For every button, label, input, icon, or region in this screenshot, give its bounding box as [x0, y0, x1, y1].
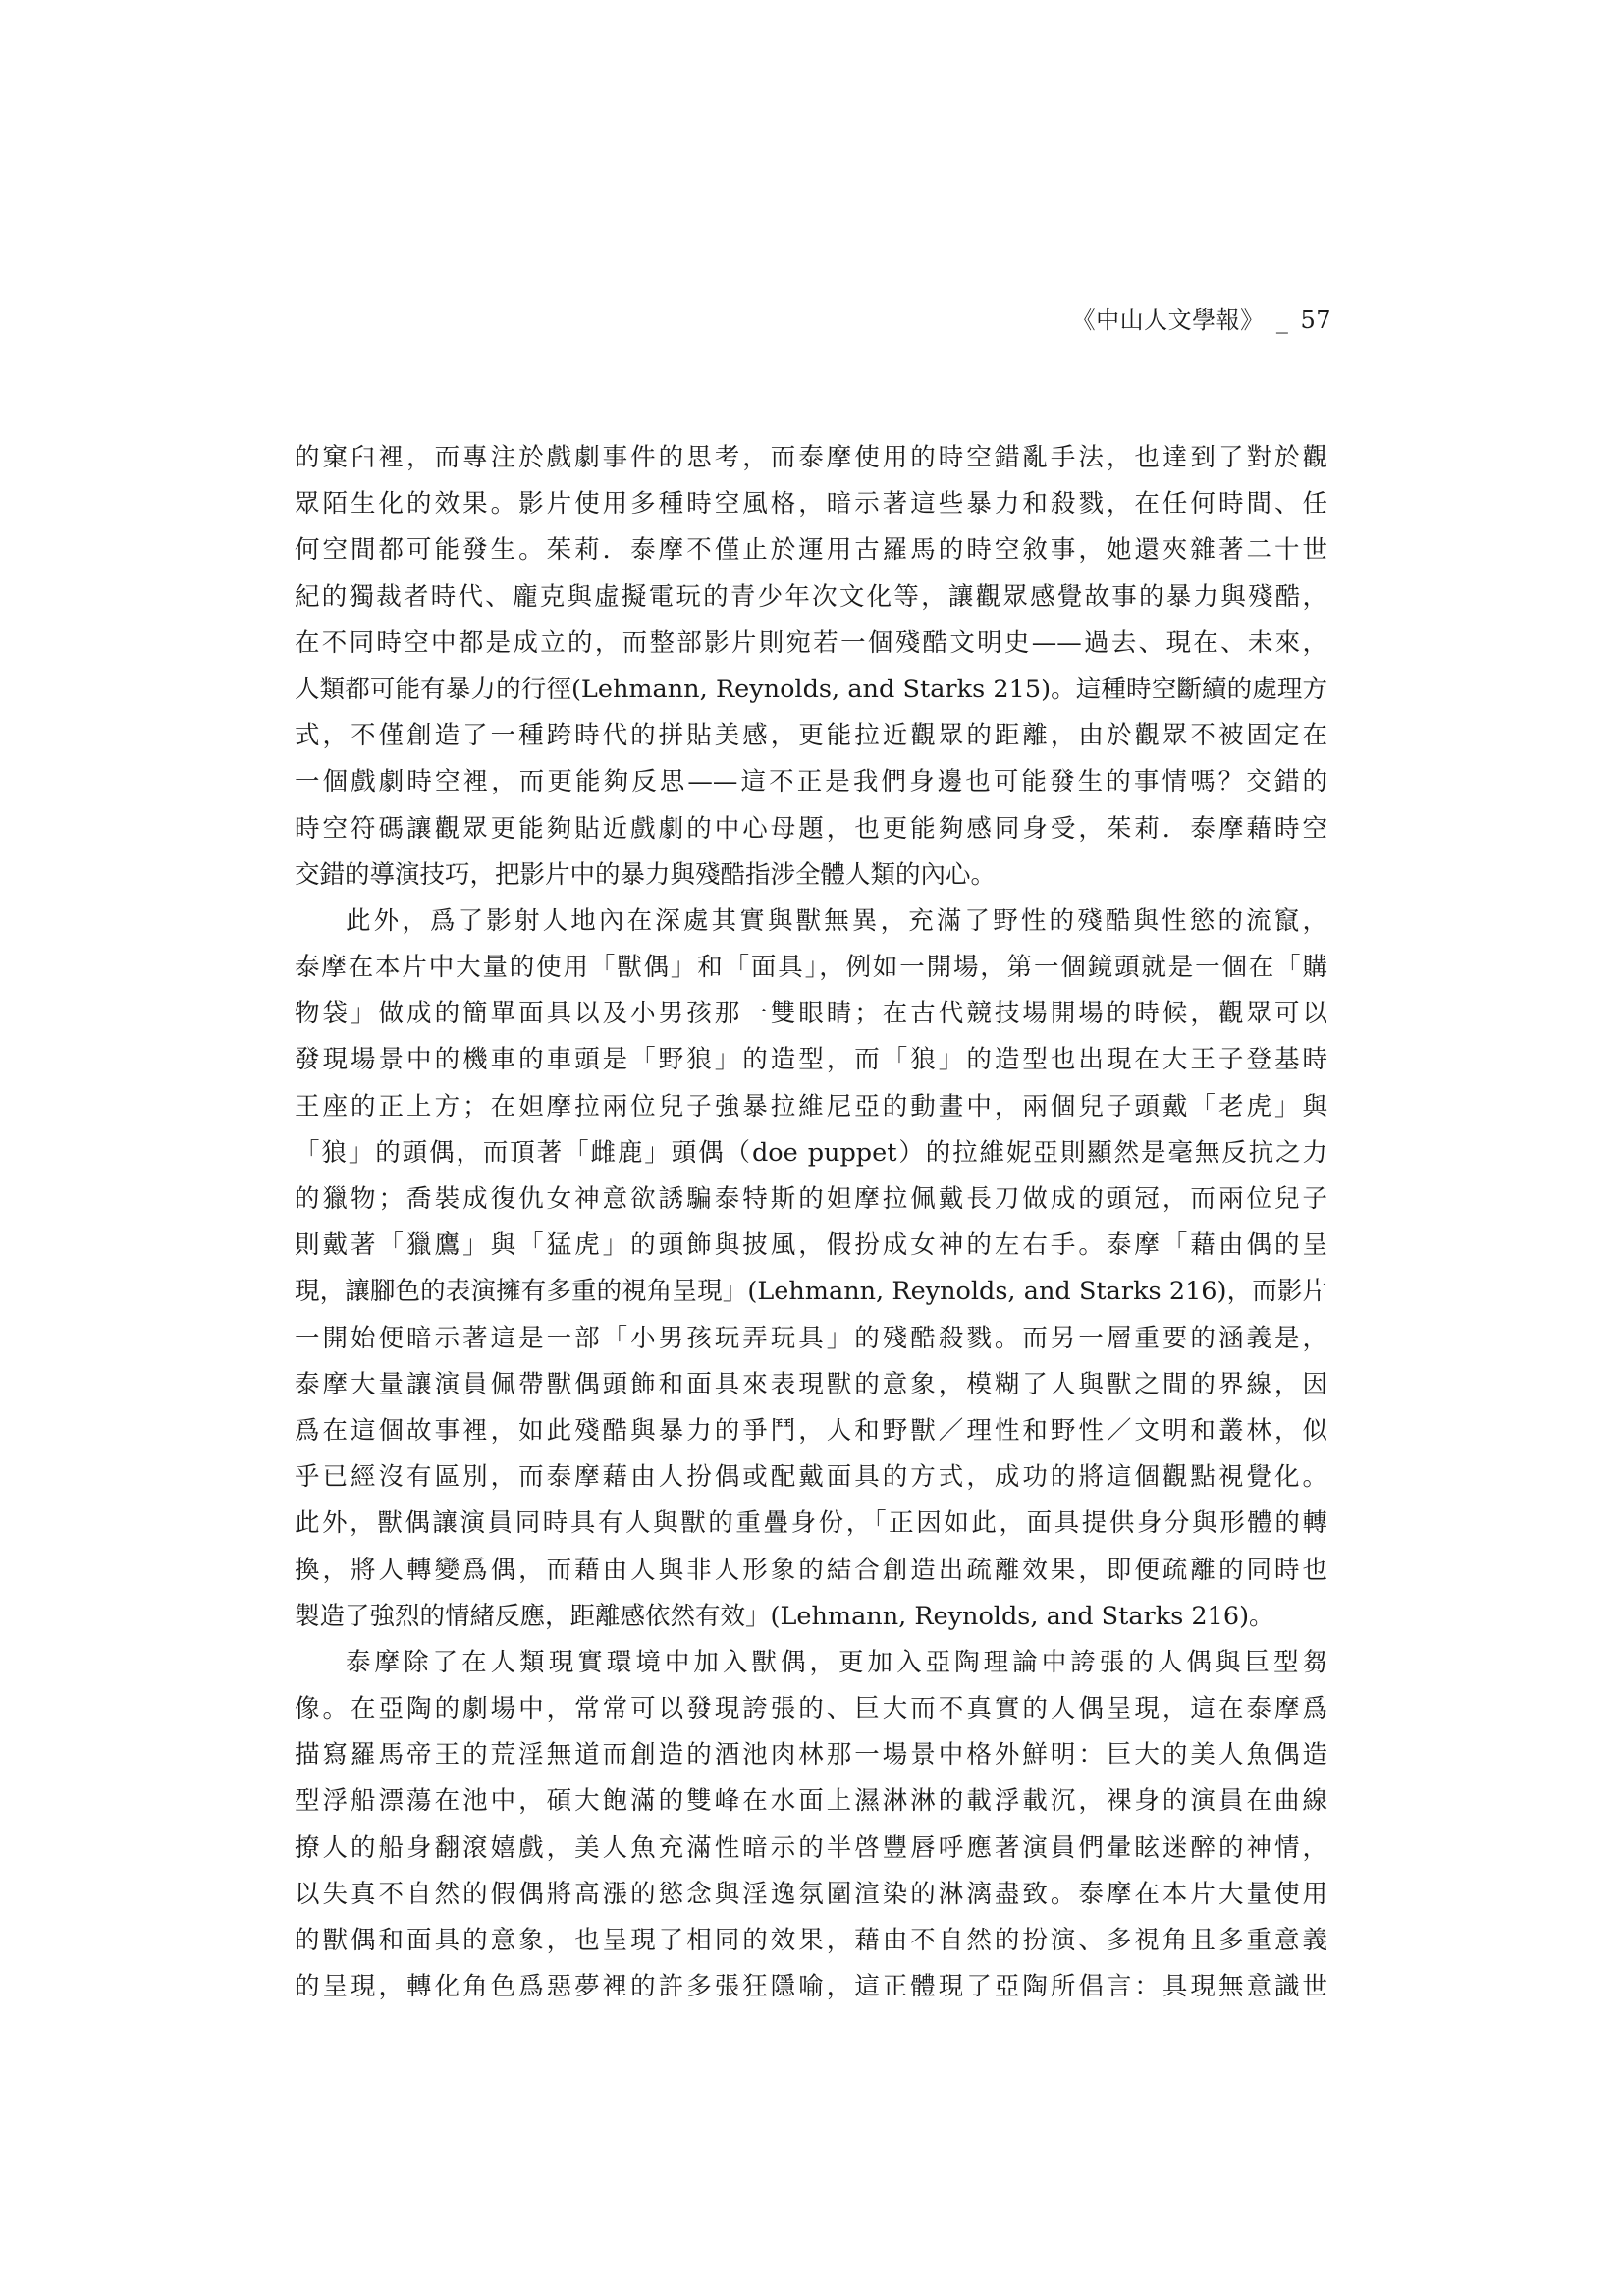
text-line: 爲在這個故事裡，如此殘酷與暴力的爭鬥，人和野獸／理性和野性／文明和叢林，似	[295, 1415, 1327, 1446]
header-separator: _	[1275, 306, 1289, 334]
text-line: 以失真不自然的假偶將高漲的慾念與淫逸氛圍渲染的淋漓盡致。泰摩在本片大量使用	[295, 1879, 1327, 1909]
text-line: 型浮船漂蕩在池中，碩大飽滿的雙峰在水面上濕淋淋的載浮載沉，裸身的演員在曲線	[295, 1786, 1327, 1817]
journal-title: 《中山人文學報》	[1071, 306, 1265, 334]
text-line: 描寫羅馬帝王的荒淫無道而創造的酒池肉林那一場景中格外鮮明：巨大的美人魚偶造	[295, 1740, 1327, 1771]
text-line: 發現場景中的機車的車頭是「野狼」的造型，而「狼」的造型也出現在大王子登基時	[295, 1045, 1327, 1075]
text-line: 泰摩大量讓演員佩帶獸偶頭飾和面具來表現獸的意象，模糊了人與獸之間的界線，因	[295, 1369, 1327, 1399]
text-line: 現，讓腳色的表演擁有多重的視角呈現」(Lehmann, Reynolds, and Starks 216)，而影片	[295, 1277, 1327, 1307]
text-line: 式，不僅創造了一種跨時代的拼貼美感，更能拉近觀眾的距離，由於觀眾不被固定在	[295, 721, 1327, 751]
text-line: 人類都可能有暴力的行徑(Lehmann, Reynolds, and Starks 215)。這種時空斷續的處理方	[295, 674, 1327, 704]
text-line: 乎已經沒有區別，而泰摩藉由人扮偶或配戴面具的方式，成功的將這個觀點視覺化。	[295, 1462, 1327, 1493]
text-line: 此外，獸偶讓演員同時具有人與獸的重疊身份，「正因如此，面具提供身分與形體的轉	[295, 1508, 1327, 1539]
text-line: 紀的獨裁者時代、龐克與虛擬電玩的青少年次文化等，讓觀眾感覺故事的暴力與殘酷，	[295, 581, 1327, 612]
paragraph	[295, 899, 1327, 1640]
text-line: 此外，爲了影射人地內在深處其實與獸無異，充滿了野性的殘酷與性慾的流竄，	[346, 905, 1327, 936]
text-line: 換，將人轉變爲偶，而藉由人與非人形象的結合創造出疏離效果，即便疏離的同時也	[295, 1555, 1327, 1585]
text-line: 泰摩在本片中大量的使用「獸偶」和「面具」，例如一開場，第一個鏡頭就是一個在「購	[295, 953, 1327, 983]
text-line: 的獸偶和面具的意象，也呈現了相同的效果，藉由不自然的扮演、多視角且多重意義	[295, 1926, 1327, 1955]
text-line: 王座的正上方；在妲摩拉兩位兒子強暴拉維尼亞的動畫中，兩個兒子頭戴「老虎」與	[295, 1091, 1327, 1121]
text-line: 像。在亞陶的劇場中，常常可以發現誇張的、巨大而不真實的人偶呈現，這在泰摩爲	[295, 1694, 1327, 1724]
text-line: 撩人的船身翻滾嬉戲，美人魚充滿性暗示的半啓豐唇呼應著演員們暈眩迷醉的神情，	[295, 1832, 1327, 1863]
text-line: 則戴著「獵鷹」與「猛虎」的頭飾與披風，假扮成女神的左右手。泰摩「藉由偶的呈	[295, 1230, 1327, 1261]
text-line: 物袋」做成的簡單面具以及小男孩那一雙眼睛；在古代競技場開場的時候，觀眾可以	[295, 999, 1327, 1029]
text-line: 交錯的導演技巧，把影片中的暴力與殘酷指涉全體人類的內心。	[295, 859, 997, 890]
text-line: 在不同時空中都是成立的，而整部影片則宛若一個殘酷文明史——過去、現在、未來，	[295, 628, 1327, 658]
paragraph	[295, 1640, 1327, 2011]
text-line: 的獵物；喬裝成復仇女神意欲誘騙泰特斯的妲摩拉佩戴長刀做成的頭冠，而兩位兒子	[295, 1184, 1327, 1214]
text-line: 製造了強烈的情緒反應，距離感依然有效」(Lehmann, Reynolds, and Starks 216)。	[295, 1601, 1274, 1631]
page-number: 57	[1300, 306, 1331, 334]
text-line: 眾陌生化的效果。影片使用多種時空風格，暗示著這些暴力和殺戮，在任何時間、任	[295, 489, 1327, 519]
text-line: 一開始便暗示著這是一部「小男孩玩弄玩具」的殘酷殺戮。而另一層重要的涵義是，	[295, 1323, 1327, 1353]
body-text	[295, 435, 1327, 2010]
text-line: 「狼」的頭偶，而頂著「雌鹿」頭偶（doe puppet）的拉維妮亞則顯然是毫無反抗之力	[295, 1137, 1327, 1168]
paragraph	[295, 435, 1327, 899]
text-line: 時空符碼讓觀眾更能夠貼近戲劇的中心母題，也更能夠感同身受，茱莉．泰摩藉時空	[295, 813, 1327, 844]
running-header	[1072, 301, 1331, 335]
text-line: 的呈現，轉化角色爲惡夢裡的許多張狂隱喻，這正體現了亞陶所倡言：具現無意識世	[295, 1972, 1327, 2002]
text-line: 泰摩除了在人類現實環境中加入獸偶，更加入亞陶理論中誇張的人偶與巨型芻	[346, 1647, 1327, 1677]
text-line: 何空間都可能發生。茱莉．泰摩不僅止於運用古羅馬的時空敘事，她還夾雜著二十世	[295, 535, 1327, 566]
text-line: 的窠臼裡，而專注於戲劇事件的思考，而泰摩使用的時空錯亂手法，也達到了對於觀	[295, 443, 1327, 472]
text-line: 一個戲劇時空裡，而更能夠反思——這不正是我們身邊也可能發生的事情嗎？交錯的	[295, 767, 1327, 797]
